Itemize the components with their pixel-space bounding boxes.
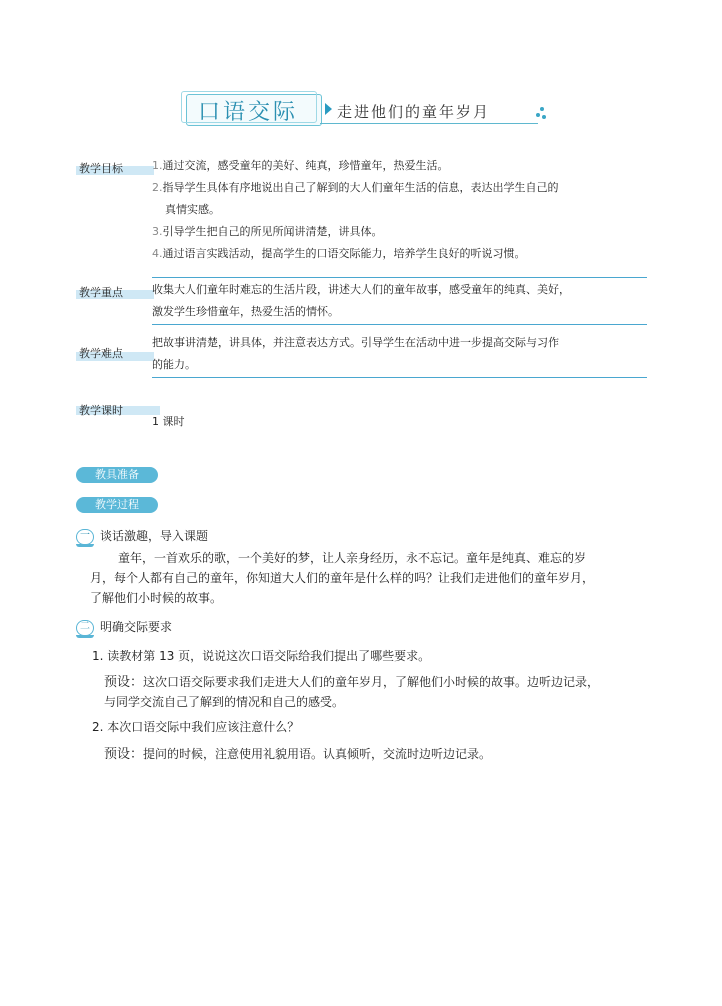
objective-item: 1.通过交流，感受童年的美好、纯真，珍惜童年，热爱生活。 xyxy=(152,159,449,172)
objective-item: 2.指导学生具体有序地说出自己了解到的大人们童年生活的信息，表达出学生自己的 xyxy=(152,181,559,194)
preset-label: 预设： xyxy=(104,747,144,762)
objective-item: 真情实感。 xyxy=(165,203,220,216)
divider xyxy=(152,377,647,378)
hours-label: 教学课时 xyxy=(79,404,123,417)
title-underline xyxy=(320,123,538,124)
section1-paragraph: 童年，一首欢乐的歌，一个美好的梦，让人亲身经历，永不忘记。童年是纯真、难忘的岁 月，每个人都有自己的童年，你知道大人们的童年是什么样的吗？让我们走进他们的童年岁月， 了解他们小时候的故事。 xyxy=(90,551,595,605)
hours-value: 1 课时 xyxy=(152,415,185,428)
page-title: 口语交际 xyxy=(198,100,299,125)
divider xyxy=(152,324,647,325)
question-2: 2. 本次口语交际中我们应该注意什么？ xyxy=(92,720,300,734)
preset-label: 预设： xyxy=(104,675,144,690)
section-number-badge: 二 xyxy=(76,620,94,636)
objective-item: 3.引导学生把自己的所见所闻讲清楚，讲具体。 xyxy=(152,225,383,238)
objective-item: 4.通过语言实践活动，提高学生的口语交际能力，培养学生良好的听说习惯。 xyxy=(152,247,526,260)
prep-badge: 教具准备 xyxy=(76,467,158,483)
difficulties-label: 教学难点 xyxy=(79,347,123,360)
answer-1: 预设：这次口语交际要求我们走进大人们的童年岁月，了解他们小时候的故事。边听边记录， 与同学交流自己了解到的情况和自己的感受。 xyxy=(104,675,600,709)
keypoints-text: 收集大人们童年时难忘的生活片段，讲述大人们的童年故事，感受童年的纯真、美好， 激发学生珍惜童年，热爱生活的情怀。 xyxy=(152,283,570,318)
question-1: 1. 读教材第 13 页，说说这次口语交际给我们提出了哪些要求。 xyxy=(92,649,431,663)
section-title: 明确交际要求 xyxy=(100,620,173,634)
page-subtitle: 走进他们的童年岁月 xyxy=(337,103,491,121)
title-arrow-icon xyxy=(325,103,332,115)
answer-2: 预设：提问的时候，注意使用礼貌用语。认真倾听，交流时边听边记录。 xyxy=(104,747,492,762)
section-number-badge: 一 xyxy=(76,529,94,545)
objectives-label: 教学目标 xyxy=(79,162,123,175)
keypoints-label: 教学重点 xyxy=(79,286,123,299)
objectives-list xyxy=(152,155,652,265)
difficulties-text: 把故事讲清楚，讲具体，并注意表达方式。引导学生在活动中进一步提高交际与习作 的能力。 xyxy=(152,336,559,371)
divider xyxy=(152,277,647,278)
section-title: 谈话激趣，导入课题 xyxy=(100,529,209,543)
decorative-dots-icon xyxy=(536,107,546,121)
process-badge: 教学过程 xyxy=(76,497,158,513)
